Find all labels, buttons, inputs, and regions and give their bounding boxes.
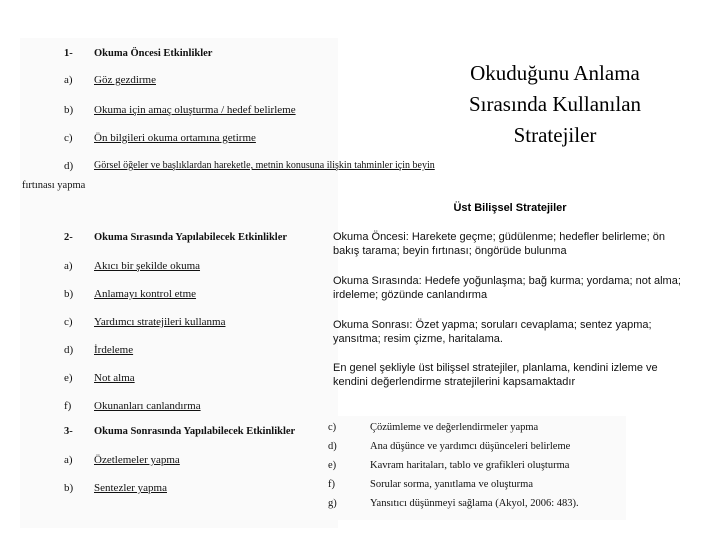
- paragraph-okuma-sonrasi: Okuma Sonrası: Özet yapma; soruları cevaplama; sentez yapma; yansıtma; resim çizme, haritalama.: [333, 319, 652, 345]
- list-item-wrap: fırtınası yapma: [22, 180, 86, 191]
- section-subtitle: Üst Bilişsel Stratejiler: [453, 202, 567, 214]
- scanned-snippet: c) Çözümleme ve değerlendirmeler yapma d) Ana düşünce ve yardımcı düşünceleri belirleme e) Kavram haritaları, tablo ve grafikleri oluşturma f) Sorular sorma, yanıtlama ve oluşturma g) Yansıtıcı düşünmeyi sağlama (Akyol, 2006: 483).: [326, 416, 626, 520]
- paragraph-summary: En genel şekliyle üst bilişsel stratejiler, planlama, kendini izleme ve kendini değerlendirme stratejilerini kapsamaktadır: [333, 362, 658, 388]
- paragraph-okuma-sirasinda: Okuma Sırasında: Hedefe yoğunlaşma; bağ kurma; yordama; not alma; irdeleme; gözünde canlandırma: [333, 275, 681, 301]
- scanned-page-left: 1- Okuma Öncesi Etkinlikler a) Göz gezdirme b) Okuma için amaç oluşturma / hedef belirleme c) Ön bilgileri okuma ortamına getirme d) Görsel öğeler ve başlıklardan hareketle, metnin konusuna ilişkin tahminler için beyin fırtınası yapma 2- Okuma Sırasında Yapılabilecek Etkinlikler a) Akıcı bir şekilde okuma b) Anlamayı kontrol etme c) Yardımcı stratejileri kullanma d) İrdeleme e) Not alma f) Okunanları canlandırma 3- Okuma Sonrasında Yapılabilecek Etkinlikler a) Özetlemeler yapma b) Sentezler yapma: [20, 38, 338, 528]
- paragraph-okuma-oncesi: Okuma Öncesi: Harekete geçme; güdülenme; hedefler belirleme; ön bakış tarama; beyin fırtınası; öngörüde bulunma: [333, 231, 666, 257]
- slide-title: Okuduğunu Anlama Sırasında Kullanılan Stratejiler: [468, 61, 642, 147]
